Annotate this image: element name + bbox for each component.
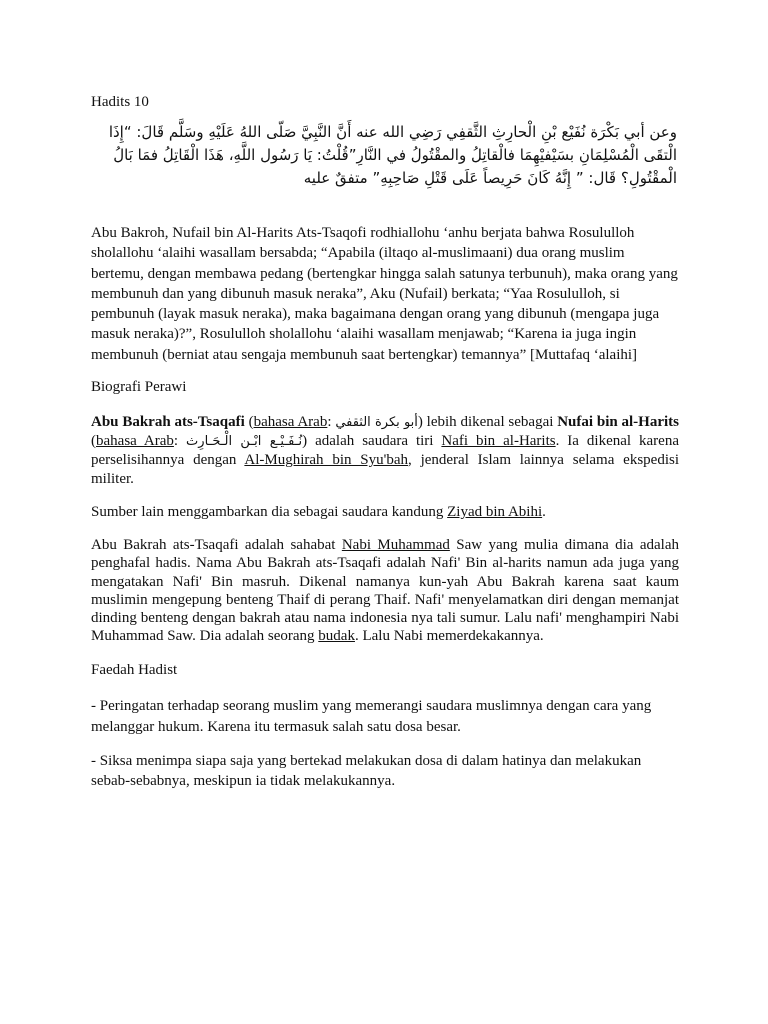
text-run: . (542, 503, 546, 520)
link-bahasa-arab-2[interactable]: bahasa Arab (96, 433, 174, 450)
link-nafi-bin-al-harits[interactable]: Nafi bin al-Harits (441, 433, 556, 450)
text-run: ( (91, 433, 96, 450)
hadith-title: Hadits 10 (91, 94, 149, 110)
arabic-name-2: نُـفَـيْـع ابْـن الْـحَـارِث (186, 434, 303, 450)
text-run: Abu Bakrah ats-Tsaqafi adalah sahabat (91, 537, 342, 554)
text-run: . Ia dikenal karena perselisihannya dengan (91, 433, 679, 469)
faedah-item-2: - Siksa menimpa siapa saja yang bertekad melakukan dosa di dalam hatinya dan melakukan sebab-sebabnya, meskipun ia tidak melakukannya. (91, 752, 642, 790)
arabic-name: أبو بكرة الثقفي (335, 415, 418, 431)
faedah-item-1: - Peringatan terhadap seorang muslim yang memerangi saudara muslimnya dengan cara yang melanggar hukum. Karena itu termasuk salah satu dosa besar. (91, 698, 652, 735)
narrator-name: Abu Bakrah ats-Tsaqafi (91, 414, 245, 431)
link-al-mughirah[interactable]: Al-Mughirah bin Syu'bah (244, 452, 409, 469)
text-run: Sumber lain menggambarkan dia sebagai saudara kandung (91, 503, 448, 520)
text-run: ) adalah saudara tiri (302, 433, 442, 450)
document-page (91, 92, 679, 806)
text-run: . Lalu Nabi memerdekakannya. (354, 628, 544, 645)
text-run: ( (244, 414, 254, 431)
text-run: : (327, 414, 336, 431)
biography-paragraph-3 (91, 536, 679, 645)
biography-paragraph-1 (91, 413, 679, 488)
narrator-alt-name: Nufai bin al-Harits (557, 414, 679, 431)
arabic-hadith-text: وعن أبي بَكْرَة نُفَيْع بْنِ الْحارِثِ الثَّقفِي رَضِي الله عنه أَنَّ النَّبِيَّ صَلّى اللهُ عَلَيْهِ وسَلَّم قَالَ: “إِذَا الْتقَى الْمُسْلِمَانِ بسَيْفيْهِمَا فالْقاتِلُ والمقْتُولُ في النَّارِ”قُلْتُ: يَا رَسُول اللَّهِ، هَذَا الْقَاتِلُ فمَا بَالُ الْمقْتُولِ؟ قَال: ” إِنَّهُ كَانَ حَرِيصاً عَلَى قَتْلِ صَاحِبِهِ” متفقٌ عليه (108, 123, 677, 187)
link-bahasa-arab[interactable]: bahasa Arab (253, 414, 328, 431)
text-run: ) lebih dikenal sebagai (417, 414, 558, 431)
link-ziyad-bin-abihi[interactable]: Ziyad bin Abihi (447, 503, 543, 520)
biography-paragraph-2 (91, 503, 679, 521)
text-run: : (173, 433, 187, 450)
text-run: , jenderal Islam lainnya selama ekspedisi militer. (91, 452, 679, 487)
text-run: Saw yang mulia dimana dia adalah penghafal hadis. Nama Abu Bakrah ats-Tsaqafi adalah Nafi' Bin al-harits namun ada juga yang mengatakan Nafi' Bin masruh. Dikenal namanya kun-yah Abu Bakrah karena saat kaum muslimin mengepung benteng Thaif di perang Thaif. Nafi' menyelamatkan diri dengan memanjat dinding benteng dengan bakrah atau nama indonesia nya tali sumur. Lalu nafi' menghampiri Nabi Muhammad Saw. Dia adalah seorang (91, 537, 679, 645)
faedah-heading: Faedah Hadist (91, 662, 178, 679)
link-nabi-muhammad[interactable]: Nabi Muhammad (341, 537, 450, 554)
link-budak[interactable]: budak (318, 628, 355, 645)
biography-heading: Biografi Perawi (91, 379, 187, 396)
translation-paragraph: Abu Bakroh, Nufail bin Al-Harits Ats-Tsaqofi rodhiallohu ‘anhu berjata bahwa Rosululloh sholallohu ‘alaihi wasallam bersabda; “Apabila (iltaqo al-muslimaani) dua orang muslim bertemu, dengan membawa pedang (bertengkar hingga salah satunya terbunuh), maka orang yang membunuh dan yang dibunuh masuk neraka”, Aku (Nufail) berkata; “Yaa Rosululloh, si pembunuh (layak masuk neraka), maka bagaimana dengan orang yang dibunuh (mengapa juga masuk neraka)?”, Rosululloh sholallohu ‘alaihi wasallam menjawab; “Karena ia juga ingin membunuh (berniat atau sengaja membunuh saat bertengkar) temannya” [Muttafaq ‘alaihi] (91, 225, 678, 363)
